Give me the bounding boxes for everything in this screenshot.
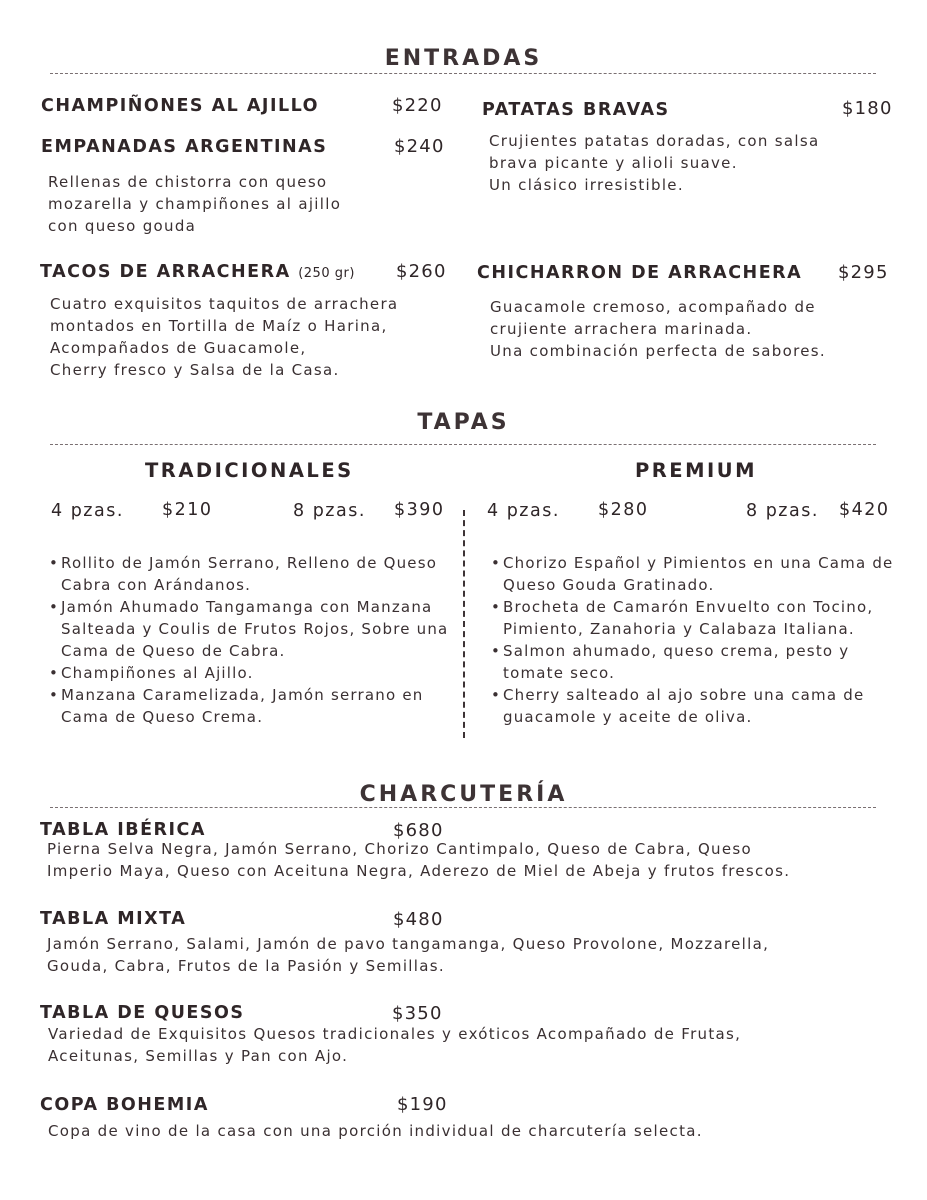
dish-price: $190 [397, 1094, 448, 1115]
portion-qty: 4 pzas. [487, 501, 560, 521]
dish-description: Crujientes patatas doradas, con salsa brava picante y alioli suave. Un clásico irresistible. [489, 132, 820, 194]
dish-name [40, 262, 355, 282]
dish-price: $220 [392, 95, 443, 116]
tapas-tradicionales-list [49, 552, 459, 728]
dish-description: Copa de vino de la casa con una porción individual de charcutería selecta. [48, 1122, 703, 1140]
dish-price: $240 [394, 136, 445, 157]
column-divider [463, 510, 465, 738]
divider [50, 807, 876, 808]
list-item: • Chorizo Español y Pimientos en una Cama de Queso Gouda Gratinado. [491, 552, 911, 596]
dish-description: Jamón Serrano, Salami, Jamón de pavo tangamanga, Queso Provolone, Mozzarella, Gouda, Cabra, Frutos de la Pasión y Semillas. [47, 935, 770, 975]
dish-name: TABLA IBÉRICA [40, 820, 206, 840]
dish-description: Rellenas de chistorra con queso mozarella y champiñones al ajillo con queso gouda [48, 173, 342, 235]
dish-description: Guacamole cremoso, acompañado de crujiente arrachera marinada. Una combinación perfecta de sabores. [490, 298, 826, 360]
list-item: • Cherry salteado al ajo sobre una cama de guacamole y aceite de oliva. [491, 684, 911, 728]
divider [50, 444, 876, 445]
subsection-title-premium: PREMIUM [635, 459, 758, 482]
portion-price: $390 [394, 500, 445, 520]
dish-price: $680 [393, 820, 444, 841]
dish-name-text: TACOS DE ARRACHERA [40, 262, 291, 282]
list-item: • Salmon ahumado, queso crema, pesto y tomate seco. [491, 640, 911, 684]
portion-qty: 8 pzas. [293, 501, 366, 521]
dish-name: CHICHARRON DE ARRACHERA [477, 263, 803, 283]
list-item: • Brocheta de Camarón Envuelto con Tocino, Pimiento, Zanahoria y Calabaza Italiana. [491, 596, 911, 640]
dish-name: TABLA DE QUESOS [40, 1003, 245, 1023]
dish-description: Pierna Selva Negra, Jamón Serrano, Chorizo Cantimpalo, Queso de Cabra, Queso Imperio Maya, Queso con Aceituna Negra, Aderezo de Miel de Abeja y frutos frescos. [47, 840, 791, 880]
dish-name: CHAMPIÑONES AL AJILLO [41, 96, 320, 116]
portion-qty: 4 pzas. [51, 501, 124, 521]
portion-price: $420 [839, 500, 890, 520]
dish-description: Cuatro exquisitos taquitos de arrachera montados en Tortilla de Maíz o Harina, Acompañados de Guacamole, Cherry fresco y Salsa de la Casa. [50, 295, 399, 379]
dish-name: EMPANADAS ARGENTINAS [41, 137, 328, 157]
dish-price: $350 [392, 1003, 443, 1024]
section-title-charcuteria: CHARCUTERÍA [359, 782, 568, 807]
dish-price: $180 [842, 98, 893, 119]
portion-price: $280 [598, 500, 649, 520]
dish-name: COPA BOHEMIA [40, 1095, 209, 1115]
dish-name: TABLA MIXTA [40, 909, 187, 929]
section-title-tapas: TAPAS [417, 410, 510, 435]
divider [50, 73, 876, 74]
dish-price: $480 [393, 909, 444, 930]
list-item: • Rollito de Jamón Serrano, Relleno de Queso Cabra con Arándanos. [49, 552, 459, 596]
list-item: • Jamón Ahumado Tangamanga con Manzana Salteada y Coulis de Frutos Rojos, Sobre una Cama de Queso de Cabra. [49, 596, 459, 662]
dish-name: PATATAS BRAVAS [482, 100, 670, 120]
section-title-entradas: ENTRADAS [384, 46, 543, 71]
tapas-premium-list [491, 552, 911, 728]
portion-price: $210 [162, 500, 213, 520]
dish-price: $295 [838, 262, 889, 283]
subsection-title-tradicionales: TRADICIONALES [145, 459, 354, 482]
list-item: • Manzana Caramelizada, Jamón serrano en Cama de Queso Crema. [49, 684, 459, 728]
dish-description: Variedad de Exquisitos Quesos tradicionales y exóticos Acompañado de Frutas, Aceitunas, Semillas y Pan con Ajo. [48, 1025, 742, 1065]
list-item: • Champiñones al Ajillo. [49, 662, 459, 684]
portion-qty: 8 pzas. [746, 501, 819, 521]
dish-price: $260 [396, 261, 447, 282]
dish-portion-note: (250 gr) [298, 266, 355, 281]
